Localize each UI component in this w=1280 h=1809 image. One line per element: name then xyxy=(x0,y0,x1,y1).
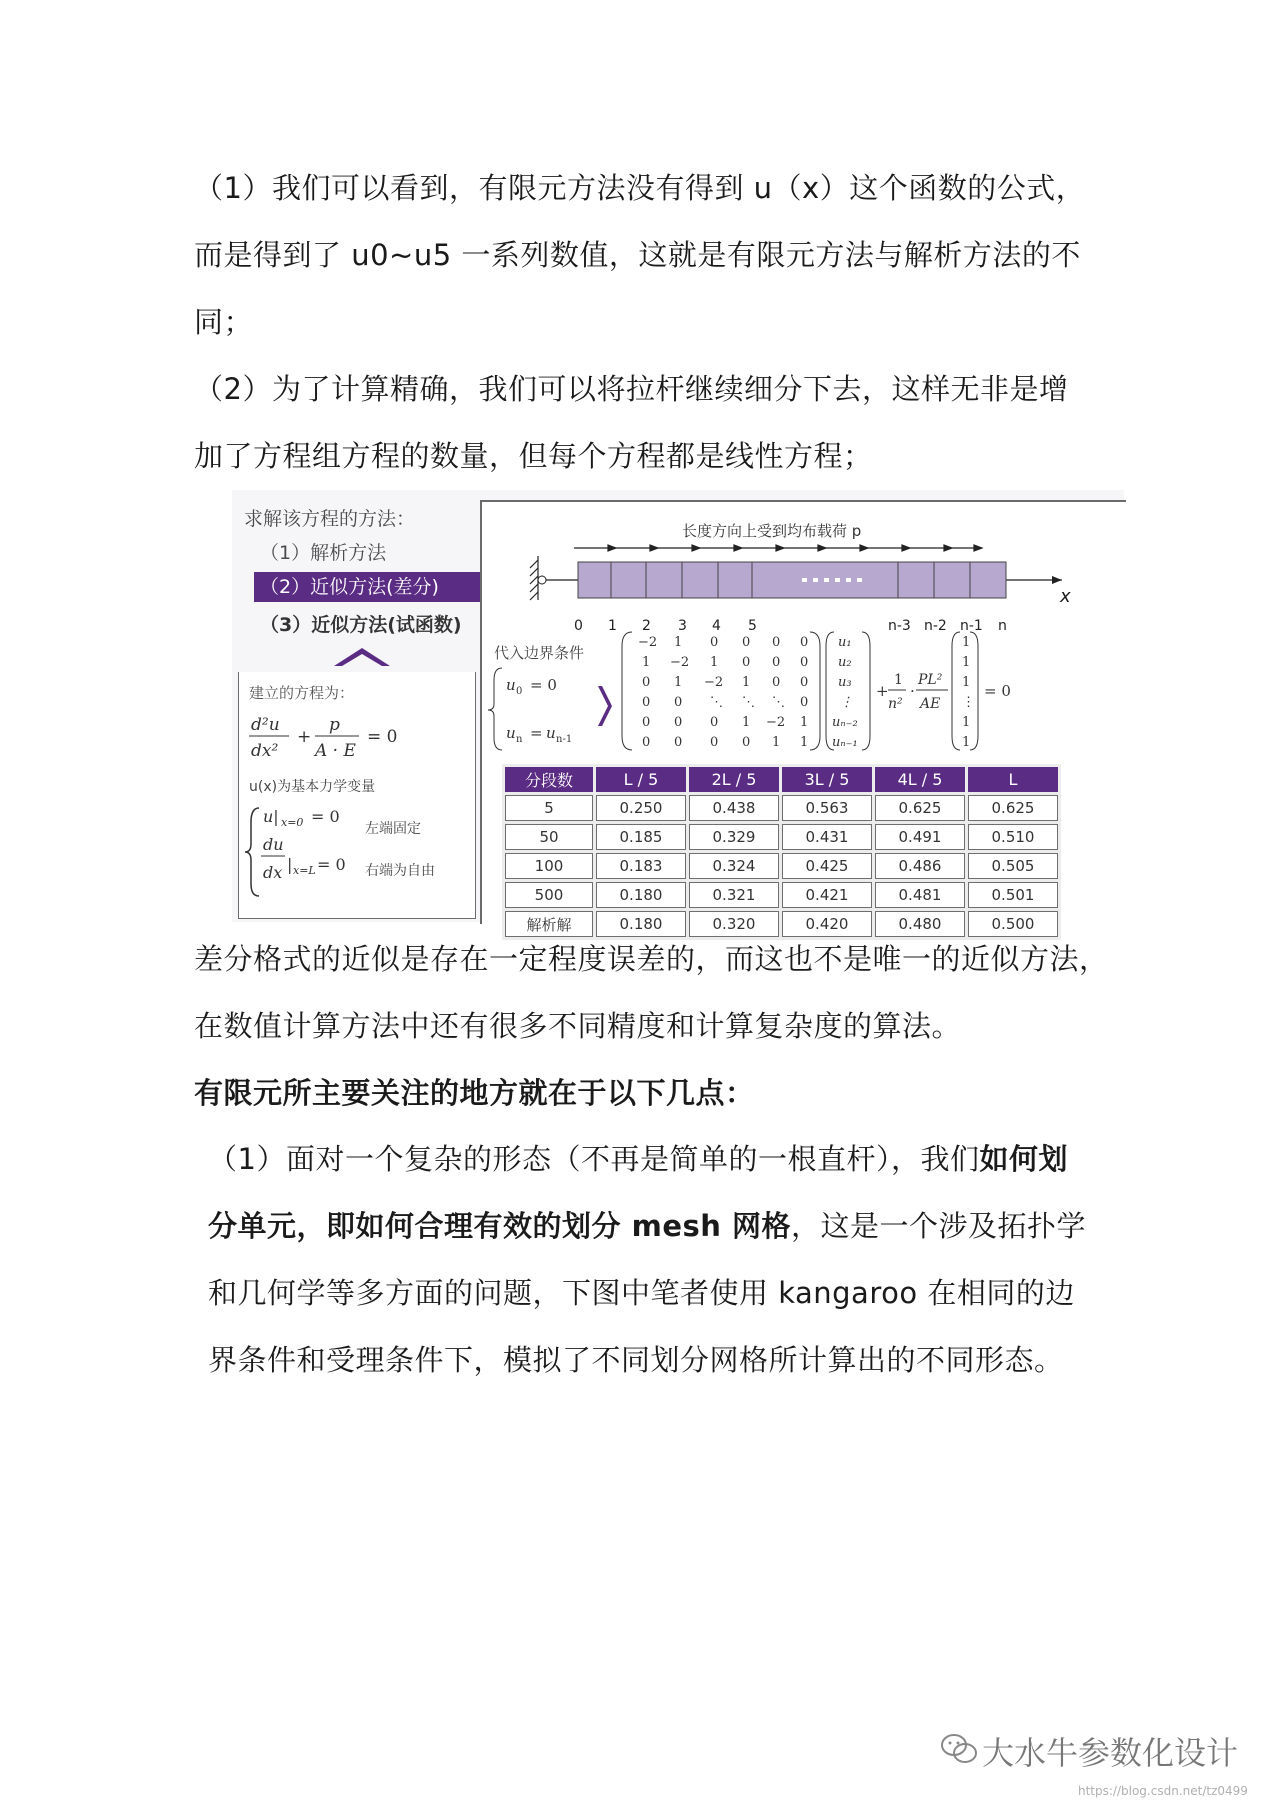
svg-text:−2: −2 xyxy=(638,635,658,650)
results-table xyxy=(502,764,1061,940)
svg-text:0: 0 xyxy=(742,735,751,750)
table-header-row xyxy=(505,767,1058,792)
svg-text:uₙ₋₂: uₙ₋₂ xyxy=(832,715,858,730)
svg-text:= 0: = 0 xyxy=(311,807,340,826)
table-cell: 50 xyxy=(505,824,593,850)
table-header: 4L / 5 xyxy=(875,767,965,792)
node-label: 1 xyxy=(608,618,617,634)
method-trial-function: （3）近似方法(试函数) xyxy=(260,614,462,636)
table-cell: 解析解 xyxy=(505,911,593,937)
svg-text:u|: u| xyxy=(263,807,279,826)
node-label: 5 xyxy=(748,618,757,634)
svg-text:u₁: u₁ xyxy=(838,635,852,650)
table-row xyxy=(505,795,1058,821)
node-label: n-1 xyxy=(960,618,983,634)
node-label: n-2 xyxy=(924,618,947,634)
table-cell: 0.250 xyxy=(596,795,686,821)
table-header: L xyxy=(968,767,1058,792)
svg-text:0: 0 xyxy=(642,695,651,710)
svg-text:+: + xyxy=(297,727,312,747)
bc-title: 代入边界条件 xyxy=(494,644,585,662)
paragraph-5-lead: （1）面对一个复杂的形态（不再是简单的一根直杆），我们 xyxy=(208,1142,980,1176)
svg-text:0: 0 xyxy=(772,635,781,650)
brand-name: 大水牛参数化设计 xyxy=(982,1734,1239,1772)
model-panel xyxy=(480,500,1126,934)
svg-text:1: 1 xyxy=(642,655,651,670)
table-cell: 0.625 xyxy=(968,795,1058,821)
svg-text:0: 0 xyxy=(674,735,683,750)
table-row xyxy=(505,824,1058,850)
equation-box xyxy=(238,672,476,919)
svg-text:⋱: ⋱ xyxy=(742,695,755,710)
svg-text:⋮: ⋮ xyxy=(962,695,975,710)
svg-text:0: 0 xyxy=(772,655,781,670)
table-cell: 5 xyxy=(505,795,593,821)
table-cell: 0.431 xyxy=(782,824,872,850)
svg-text:−2: −2 xyxy=(704,675,724,690)
svg-text:1: 1 xyxy=(800,715,809,730)
svg-text:0: 0 xyxy=(742,655,751,670)
svg-text:n-1: n-1 xyxy=(556,734,573,745)
svg-text:dx: dx xyxy=(263,863,283,882)
table-cell: 0.185 xyxy=(596,824,686,850)
svg-text:1: 1 xyxy=(962,735,971,750)
svg-text:AE: AE xyxy=(920,696,941,712)
table-cell: 0.324 xyxy=(689,853,779,879)
svg-text:0: 0 xyxy=(642,675,651,690)
svg-text:x=L: x=L xyxy=(293,864,316,877)
table-cell: 0.500 xyxy=(968,911,1058,937)
source-url: https://blog.csdn.net/tz0499 xyxy=(1078,1784,1248,1798)
svg-text:= 0: = 0 xyxy=(530,676,557,694)
methods-panel xyxy=(232,490,476,922)
svg-text:uₙ₋₁: uₙ₋₁ xyxy=(832,735,858,750)
node-label: n-3 xyxy=(888,618,911,634)
table-cell: 0.180 xyxy=(596,911,686,937)
svg-text:0: 0 xyxy=(710,735,719,750)
section-heading: 有限元所主要关注的地方就在于以下几点： xyxy=(194,1076,755,1110)
table-cell: 0.438 xyxy=(689,795,779,821)
boundary-brace xyxy=(245,802,385,902)
table-cell: 0.480 xyxy=(875,911,965,937)
svg-text:1: 1 xyxy=(962,655,971,670)
table-cell: 0.486 xyxy=(875,853,965,879)
svg-text:1: 1 xyxy=(894,672,903,688)
svg-text:PL²: PL² xyxy=(918,672,943,688)
svg-text:0: 0 xyxy=(516,686,523,697)
table-header: 3L / 5 xyxy=(782,767,872,792)
svg-text:u₂: u₂ xyxy=(838,655,852,670)
table-header: 2L / 5 xyxy=(689,767,779,792)
table-row xyxy=(505,853,1058,879)
svg-text:1: 1 xyxy=(742,715,751,730)
table-cell: 0.321 xyxy=(689,882,779,908)
svg-text:⋱: ⋱ xyxy=(772,695,785,710)
matrix-equation xyxy=(482,626,1126,764)
load-title: 长度方向上受到均布载荷 p xyxy=(682,522,862,540)
svg-text:0: 0 xyxy=(710,635,719,650)
svg-text:⋱: ⋱ xyxy=(710,695,723,710)
method-difference: （2）近似方法(差分) xyxy=(254,572,482,602)
table-cell: 500 xyxy=(505,882,593,908)
table-cell: 0.505 xyxy=(968,853,1058,879)
table-cell: 0.481 xyxy=(875,882,965,908)
differential-equation xyxy=(247,708,467,768)
table-header: L / 5 xyxy=(596,767,686,792)
wechat-icon xyxy=(940,1732,978,1766)
table-cell: 0.180 xyxy=(596,882,686,908)
table-cell: 0.329 xyxy=(689,824,779,850)
table-cell: 100 xyxy=(505,853,593,879)
svg-text:|: | xyxy=(287,855,293,874)
node-label: 3 xyxy=(678,618,687,634)
svg-text:A · E: A · E xyxy=(315,741,356,761)
table-cell: 0.491 xyxy=(875,824,965,850)
svg-text:0: 0 xyxy=(710,715,719,730)
paragraph-3: 差分格式的近似是存在一定程度误差的，而这也不是唯一的近似方法，在数值计算方法中还有很多不同精度和计算复杂度的算法。 xyxy=(194,942,1109,1043)
method-analytic: （1）解析方法 xyxy=(260,542,387,564)
svg-text:x=0: x=0 xyxy=(281,816,304,829)
svg-text:= 0: = 0 xyxy=(317,855,346,874)
table-cell: 0.421 xyxy=(782,882,872,908)
node-label: n xyxy=(998,618,1007,634)
svg-text:0: 0 xyxy=(674,715,683,730)
svg-text:1: 1 xyxy=(800,735,809,750)
svg-text:d²u: d²u xyxy=(251,715,280,735)
table-cell: 0.625 xyxy=(875,795,965,821)
svg-text:du: du xyxy=(263,835,284,854)
chevron-up-icon xyxy=(332,640,392,670)
svg-text:−2: −2 xyxy=(670,655,690,670)
svg-text:+: + xyxy=(876,682,889,700)
table-cell: 0.510 xyxy=(968,824,1058,850)
svg-text:1: 1 xyxy=(962,715,971,730)
svg-text:dx²: dx² xyxy=(251,741,279,761)
paragraph-5-rest: ，这是一个涉及拓扑学和几何学等多方面的问题，下图中笔者使用 kangaroo 在相同的边界条件和受理条件下，模拟了不同划分网格所计算出的不同形态。 xyxy=(208,1209,1087,1377)
node-label: 2 xyxy=(642,618,651,634)
svg-text:1: 1 xyxy=(742,675,751,690)
svg-text:0: 0 xyxy=(642,735,651,750)
table-cell: 0.563 xyxy=(782,795,872,821)
svg-text:u₃: u₃ xyxy=(838,675,852,690)
table-cell: 0.501 xyxy=(968,882,1058,908)
methods-title: 求解该方程的方法： xyxy=(244,508,416,530)
paragraph-5-bold: 如何划分单元，即如何合理有效的划分 mesh 网格 xyxy=(208,1142,1068,1243)
finite-difference-figure xyxy=(232,490,1124,934)
svg-text:·: · xyxy=(910,682,915,700)
paragraph-2: （2）为了计算精确，我们可以将拉杆继续细分下去，这样无非是增加了方程组方程的数量，但每个方程都是线性方程； xyxy=(194,372,1069,473)
table-cell: 0.425 xyxy=(782,853,872,879)
node-label: 4 xyxy=(712,618,721,634)
svg-text:n²: n² xyxy=(888,696,903,712)
paragraph-1: （1）我们可以看到，有限元方法没有得到 u（x）这个函数的公式，而是得到了 u0~u5 一系列数值，这就是有限元方法与解析方法的不同； xyxy=(194,171,1086,339)
svg-text:= 0: = 0 xyxy=(367,727,398,747)
svg-text:p: p xyxy=(329,715,340,735)
equation-label: 建立的方程为： xyxy=(249,684,355,702)
svg-text:u: u xyxy=(506,724,516,742)
svg-text:=: = xyxy=(530,724,543,742)
svg-text:1: 1 xyxy=(674,675,683,690)
svg-text:0: 0 xyxy=(800,695,809,710)
variable-label: u(x)为基本力学变量 xyxy=(249,779,376,795)
svg-text:n: n xyxy=(516,734,523,745)
bc-left-label: 左端固定 xyxy=(365,821,421,837)
table-header: 分段数 xyxy=(505,767,593,792)
svg-text:⋮: ⋮ xyxy=(840,695,853,710)
table-row xyxy=(505,882,1058,908)
svg-text:0: 0 xyxy=(742,635,751,650)
axis-x-label: x xyxy=(1060,586,1071,607)
table-cell: 0.420 xyxy=(782,911,872,937)
svg-text:1: 1 xyxy=(772,735,781,750)
svg-text:1: 1 xyxy=(674,635,683,650)
svg-text:1: 1 xyxy=(962,635,971,650)
svg-text:0: 0 xyxy=(800,655,809,670)
table-cell: 0.320 xyxy=(689,911,779,937)
svg-text:1: 1 xyxy=(962,675,971,690)
node-label: 0 xyxy=(574,618,583,634)
paragraph-5 xyxy=(208,1126,1088,1394)
table-cell: 0.183 xyxy=(596,853,686,879)
svg-text:= 0: = 0 xyxy=(984,682,1011,700)
bc-right-label: 右端为自由 xyxy=(365,863,435,879)
svg-text:u: u xyxy=(506,676,516,694)
svg-text:0: 0 xyxy=(674,695,683,710)
svg-text:0: 0 xyxy=(800,635,809,650)
svg-text:0: 0 xyxy=(642,715,651,730)
brand-logo xyxy=(940,1728,1240,1772)
svg-text:0: 0 xyxy=(772,675,781,690)
svg-text:0: 0 xyxy=(800,675,809,690)
svg-text:−2: −2 xyxy=(766,715,786,730)
svg-text:1: 1 xyxy=(710,655,719,670)
svg-text:u: u xyxy=(546,724,556,742)
